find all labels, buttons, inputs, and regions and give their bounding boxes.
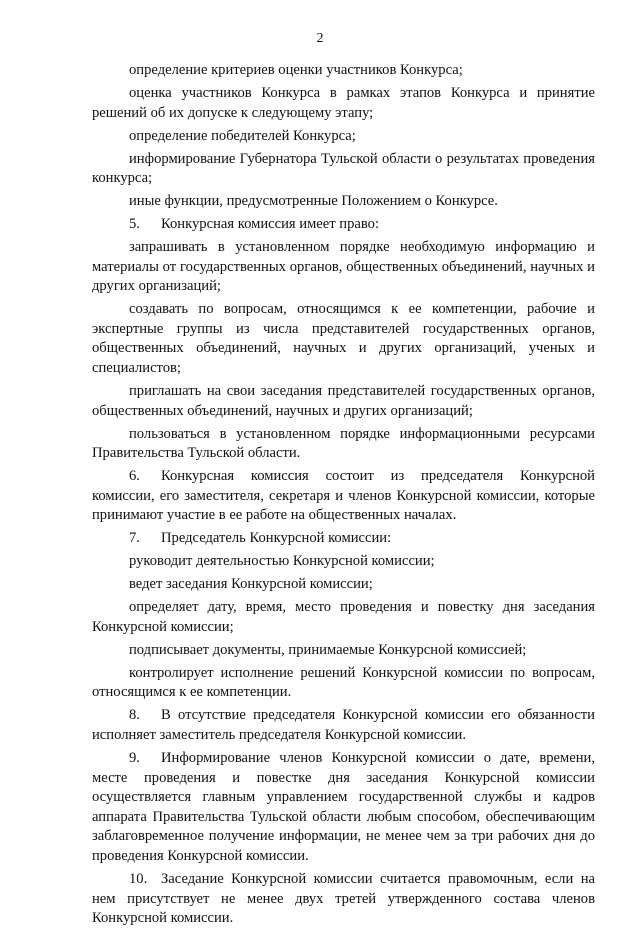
paragraph: иные функции, предусмотренные Положением о Конкурсе.	[129, 193, 498, 210]
paragraph-number: 5.	[129, 216, 140, 233]
paragraph: определение критериев оценки участников Конкурса;	[129, 62, 463, 78]
paragraph-number: 9.	[129, 750, 140, 767]
paragraph: определяет дату, время, место проведения и повестку дня заседания Конкурсной комиссии;	[92, 599, 595, 635]
numbered-paragraph: 10. Заседание Конкурсной комиссии считается правомочным, если на нем присутствует не менее двух третей утвержденного состава членов Конкурсной комиссии.	[92, 870, 595, 927]
numbered-paragraph: 8. В отсутствие председателя Конкурсной комиссии его обязанности исполняет заместитель председателя Конкурсной комиссии.	[92, 707, 595, 744]
numbered-paragraph: 7. Председатель Конкурсной комиссии:	[92, 529, 595, 549]
page-number: 2	[316, 31, 324, 46]
paragraph: пользоваться в установленном порядке информационными ресурсами Правительства Тульской области.	[92, 425, 595, 462]
paragraph-number: 10.	[129, 870, 148, 887]
paragraph-number: 6.	[129, 468, 140, 485]
paragraph: ведет заседания Конкурсной комиссии;	[129, 576, 373, 593]
paragraph: руководит деятельностью Конкурсной комиссии;	[129, 553, 435, 570]
numbered-paragraph: 9. Информирование членов Конкурсной комиссии о дате, времени, месте проведения и повестке дня заседания Конкурсной комиссии осуществляется главным управлением государственной службы и кадров аппарата Правительства Тульской области любым способом, обеспечивающим заблаговременное получение информации, не менее чем за три рабочих дня до проведения Конкурсной комиссии.	[92, 750, 595, 864]
paragraph: оценка участников Конкурса в рамках этапов Конкурса и принятие решений об их допуске к следующему этапу;	[92, 84, 595, 121]
paragraph: информирование Губернатора Тульской области о результатах проведения конкурса;	[92, 150, 595, 187]
numbered-paragraph: 5. Конкурсная комиссия имеет право:	[92, 215, 595, 235]
paragraph: создавать по вопросам, относящимся к ее компетенции, рабочие и экспертные группы из числа представителей государственных органов, общественных объединений, научных и других организаций, ученых и специалистов;	[92, 301, 595, 377]
paragraph: запрашивать в установленном порядке необходимую информацию и материалы от государственных органов, общественных объединений, научных и других организаций;	[92, 239, 595, 295]
paragraph-number: 7.	[129, 530, 140, 547]
paragraph: определение победителей Конкурса;	[129, 127, 356, 144]
document-body	[92, 61, 595, 929]
numbered-paragraph: 6. Конкурсная комиссия состоит из председателя Конкурсной комиссии, его заместителя, секретаря и членов Конкурсной комиссии, которые принимают участие в ее работе на общественных началах.	[92, 468, 595, 524]
paragraph: подписывает документы, принимаемые Конкурсной комиссией;	[129, 641, 527, 658]
paragraph: контролирует исполнение решений Конкурсной комиссии по вопросам, относящимся к ее компетенции.	[92, 664, 595, 701]
paragraph: приглашать на свои заседания представителей государственных органов, общественных объединений, научных и других организаций;	[92, 383, 595, 419]
paragraph-number: 8.	[129, 707, 140, 724]
